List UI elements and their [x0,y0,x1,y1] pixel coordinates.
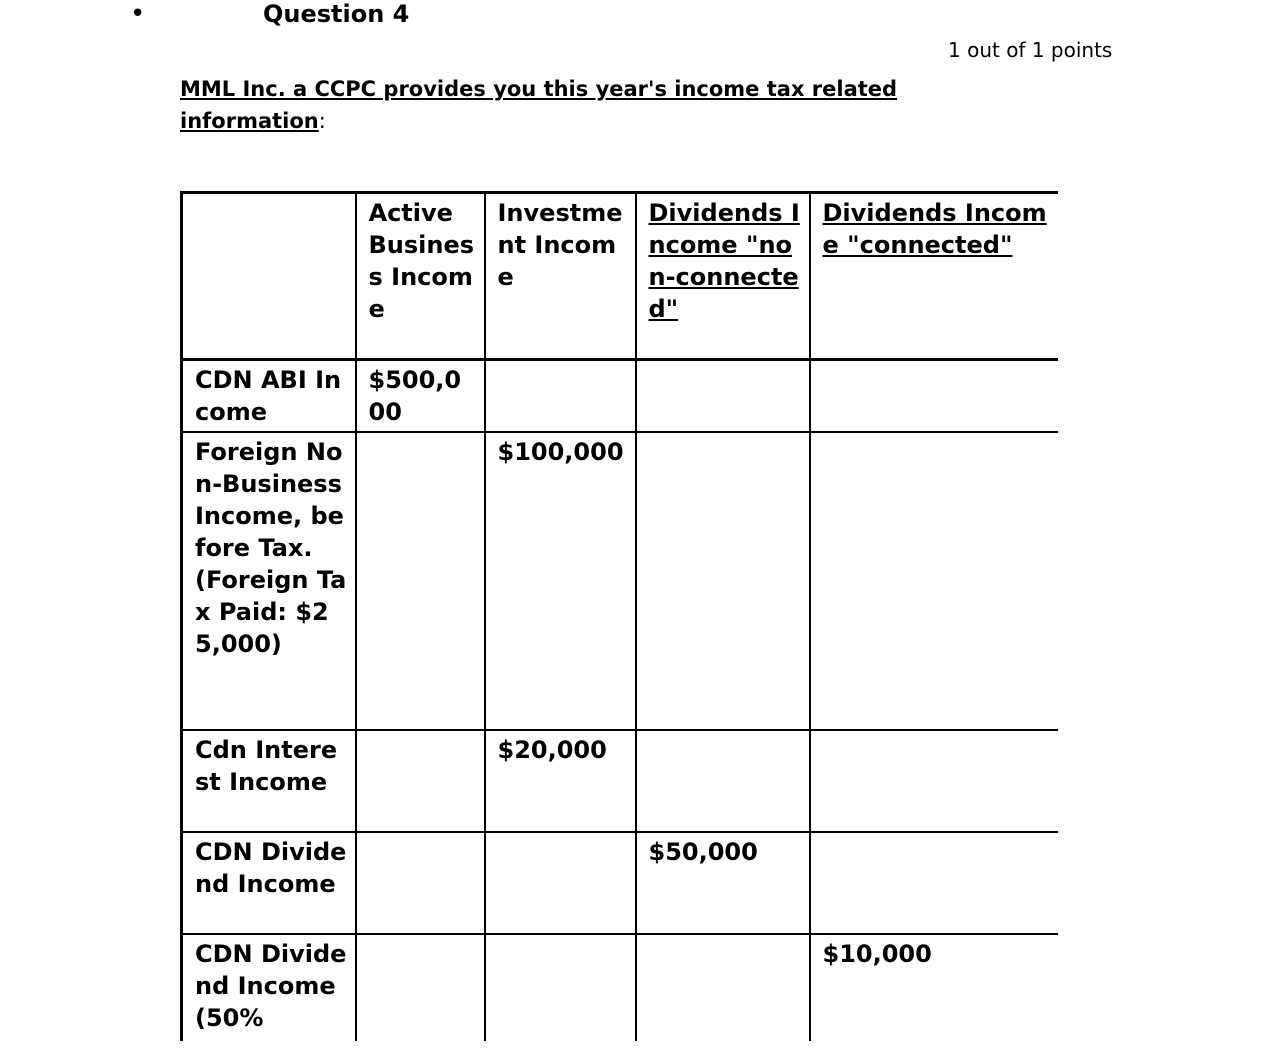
cell-connected [810,432,1058,730]
intro-text: MML Inc. a CCPC provides you this year's income tax related information [180,77,898,133]
cell-investment [485,360,636,433]
cell-active [356,832,485,934]
cell-investment [485,934,636,1041]
cell-connected: $10,000 [810,934,1058,1041]
cell-investment: $100,000 [485,432,636,730]
header-dividends-connected-text: Dividends Income "connected" [822,199,1047,259]
table-header-row [182,193,1058,360]
cell-connected [810,832,1058,934]
table-row [182,934,1058,1041]
cell-active [356,730,485,832]
income-table [180,191,1058,1041]
cell-non-connected [636,360,810,433]
cell-non-connected [636,432,810,730]
cell-active [356,934,485,1041]
table-row [182,832,1058,934]
header-dividends-connected [810,193,1058,360]
cell-non-connected: $50,000 [636,832,810,934]
header-corner [182,193,356,360]
header-dividends-non-connected-text: Dividends Income "non-connected" [648,199,800,323]
question-intro [180,73,940,137]
row-label: CDN Dividend Income (50% [182,934,356,1041]
header-dividends-non-connected [636,193,810,360]
points-score: 1 out of 1 points [948,38,1113,62]
cell-investment [485,832,636,934]
list-bullet: • [130,0,146,29]
table-row [182,360,1058,433]
row-label: CDN ABI Income [182,360,356,433]
cell-investment: $20,000 [485,730,636,832]
cell-active [356,432,485,730]
row-label: CDN Dividend Income [182,832,356,934]
cell-connected [810,730,1058,832]
question-title: Question 4 [263,0,410,28]
cell-non-connected [636,730,810,832]
row-label: Cdn Interest Income [182,730,356,832]
intro-colon: : [318,109,326,133]
cell-connected [810,360,1058,433]
header-active-business: Active Business Income [356,193,485,360]
table-row [182,730,1058,832]
header-investment: Investment Income [485,193,636,360]
table-row [182,432,1058,730]
row-label: Foreign Non-Business Income, before Tax. (Foreign Tax Paid: $25,000) [182,432,356,730]
cell-active: $500,000 [356,360,485,433]
cell-non-connected [636,934,810,1041]
